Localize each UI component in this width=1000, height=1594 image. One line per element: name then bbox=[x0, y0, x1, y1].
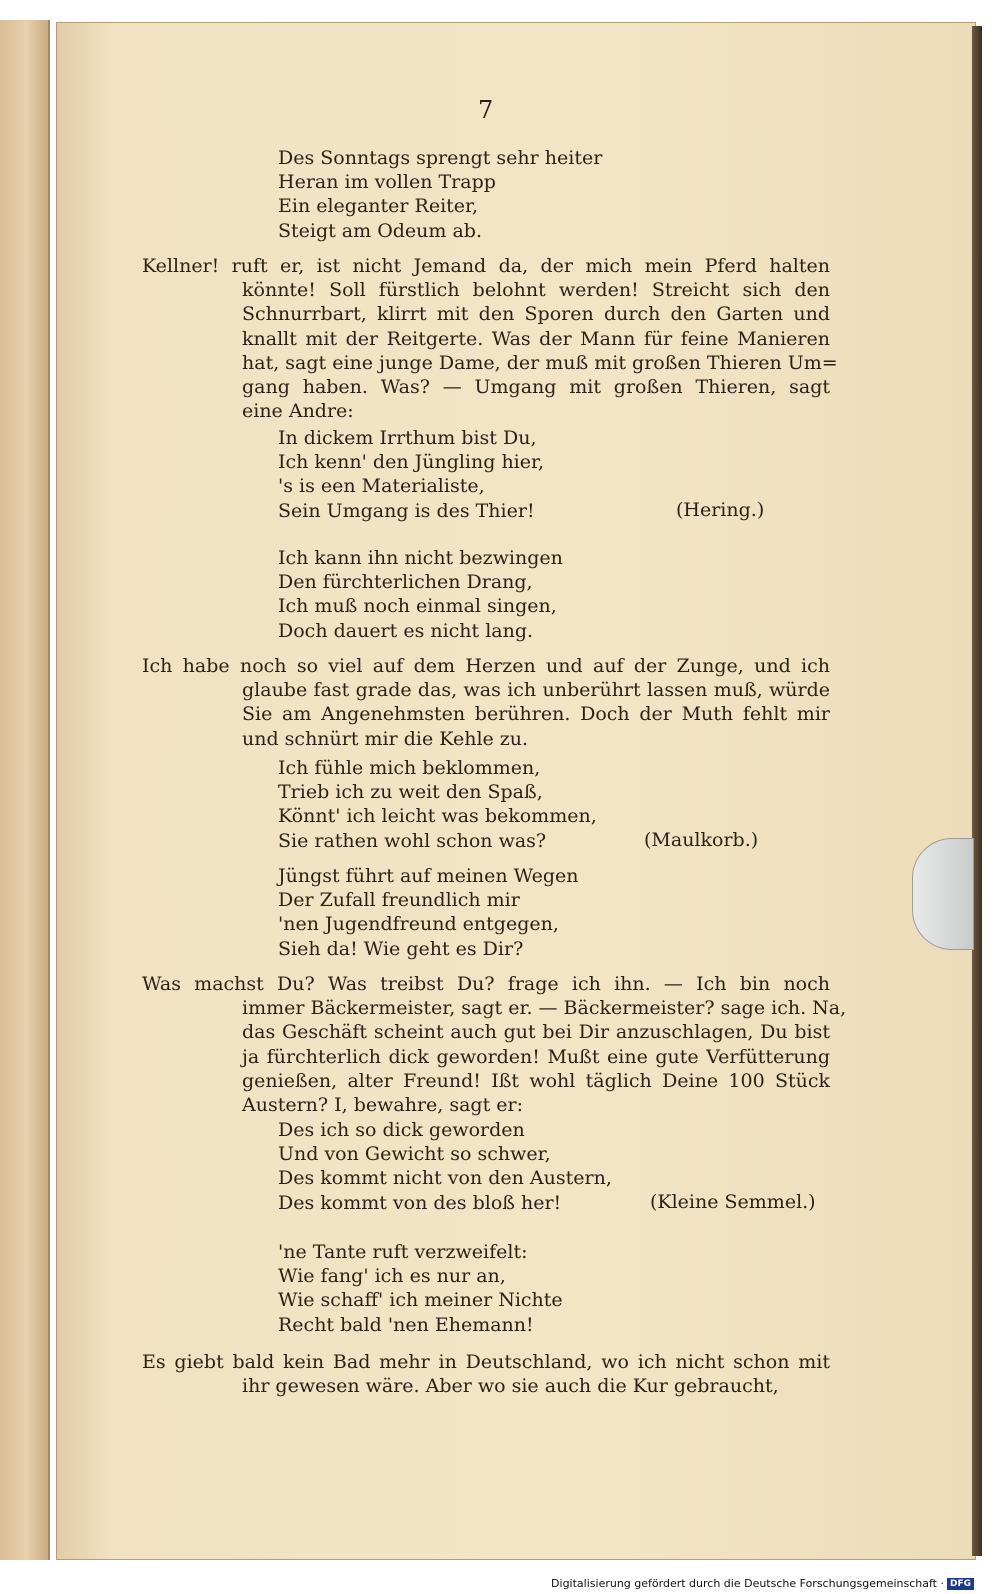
stanza-7 bbox=[278, 1240, 563, 1337]
prose-line: ja fürchterlich dick geworden! Mußt eine gute Verfütterung bbox=[242, 1045, 830, 1068]
verse-line: Jüngst führt auf meinen Wegen bbox=[278, 865, 579, 887]
stanza-2 bbox=[278, 426, 544, 523]
credit-text: Digitalisierung gefördert durch die Deutsche Forschungsgemeinschaft bbox=[551, 1577, 937, 1590]
dfg-logo: DFG bbox=[947, 1578, 974, 1590]
page-number: 7 bbox=[478, 96, 494, 124]
verse-line: Heran im vollen Trapp bbox=[278, 171, 496, 194]
stanza-5 bbox=[278, 864, 579, 961]
riddle-answer-4: (Maulkorb.) bbox=[644, 829, 759, 851]
verse-line: Könnt' ich leicht was bekommen, bbox=[278, 805, 597, 828]
verse-line: Steigt am Odeum ab. bbox=[278, 219, 482, 242]
verse-line: 's is een Materialiste, bbox=[278, 475, 485, 498]
stanza-3 bbox=[278, 546, 563, 643]
prose-line: ihr gewesen wäre. Aber wo sie auch die Kur gebraucht, bbox=[242, 1375, 779, 1398]
prose-line: könnte! Soll fürstlich belohnt werden! Streicht sich den bbox=[242, 279, 830, 302]
verse-line: Sein Umgang is des Thier! bbox=[278, 499, 535, 522]
page-clip bbox=[912, 838, 974, 950]
verse-line: Des Sonntags sprengt sehr heiter bbox=[278, 147, 603, 169]
verse-line: Den fürchterlichen Drang, bbox=[278, 571, 533, 594]
verse-line: 'nen Jugendfreund entgegen, bbox=[278, 913, 559, 936]
prose-line bbox=[142, 254, 830, 278]
verse-line: Trieb ich zu weit den Spaß, bbox=[278, 781, 543, 804]
verse-line: Des kommt nicht von den Austern, bbox=[278, 1167, 612, 1190]
stanza-1 bbox=[278, 146, 602, 243]
digitization-credit: Digitalisierung gefördert durch die Deutsche Forschungsgemeinschaft · DFG bbox=[551, 1577, 974, 1590]
prose-paragraph-4 bbox=[142, 1350, 830, 1398]
prose-line: immer Bäckermeister, sagt er. — Bäckermeister? sage ich. Na, bbox=[242, 997, 847, 1020]
verse-line: Sieh da! Wie geht es Dir? bbox=[278, 937, 524, 960]
verse-line: Des kommt von des bloß her! bbox=[278, 1191, 562, 1214]
verse-line: Ich muß noch einmal singen, bbox=[278, 595, 557, 618]
prose-line: Ich habe noch so viel auf dem Herzen und auf der Zunge, und ich bbox=[142, 655, 830, 677]
stanza-4 bbox=[278, 756, 597, 853]
prose-line: Schnurrbart, klirrt mit den Sporen durch den Garten und bbox=[242, 303, 830, 326]
prose-line: eine Andre: bbox=[242, 400, 354, 423]
verse-line: In dickem Irrthum bist Du, bbox=[278, 427, 537, 449]
prose-line: das Geschäft scheint auch gut bei Dir anzuschlagen, Du bist bbox=[242, 1021, 830, 1044]
verse-line: Wie fang' ich es nur an, bbox=[278, 1265, 506, 1288]
prose-line: und schnürt mir die Kehle zu. bbox=[242, 727, 529, 750]
prose-paragraph-3 bbox=[142, 972, 847, 1117]
prose-paragraph-1 bbox=[142, 254, 838, 423]
verse-line: Recht bald 'nen Ehemann! bbox=[278, 1313, 534, 1336]
prose-line: gang haben. Was? — Umgang mit großen Thieren, sagt bbox=[242, 376, 830, 399]
verse-line: 'ne Tante ruft verzweifelt: bbox=[278, 1241, 528, 1263]
verse-line: Ich fühle mich beklommen, bbox=[278, 757, 541, 779]
verse-line: Ich kann ihn nicht bezwingen bbox=[278, 547, 563, 569]
prose-line: Was machst Du? Was treibst Du? frage ich ihn. — Ich bin noch bbox=[142, 973, 830, 995]
prose-paragraph-2 bbox=[142, 654, 830, 751]
verse-line: Wie schaff' ich meiner Nichte bbox=[278, 1289, 563, 1312]
prose-line: Sie am Angenehmsten berühren. Doch der Muth fehlt mir bbox=[242, 703, 830, 726]
verse-line: Ein eleganter Reiter, bbox=[278, 195, 479, 218]
verse-line: Doch dauert es nicht lang. bbox=[278, 619, 534, 642]
prose-line: Austern? I, bewahre, sagt er: bbox=[242, 1094, 524, 1117]
verse-line: Und von Gewicht so schwer, bbox=[278, 1143, 551, 1166]
prose-line: glaube fast grade das, was ich unberührt lassen muß, würde bbox=[242, 679, 830, 702]
prose-line: genießen, alter Freund! Ißt wohl täglich Deine 100 Stück bbox=[242, 1069, 830, 1092]
prose-line-text: ruft er, ist nicht Jemand da, der mich mein Pferd halten bbox=[231, 255, 830, 277]
verse-line: Der Zufall freundlich mir bbox=[278, 889, 520, 912]
riddle-answer-2: (Hering.) bbox=[676, 499, 765, 521]
verse-line: Sie rathen wohl schon was? bbox=[278, 829, 547, 852]
verse-line: Ich kenn' den Jüngling hier, bbox=[278, 451, 545, 474]
verse-line: Des ich so dick geworden bbox=[278, 1119, 525, 1141]
page-shadow bbox=[972, 26, 982, 1556]
riddle-answer-6: (Kleine Semmel.) bbox=[650, 1191, 816, 1213]
prose-line: knallt mit der Reitgerte. Was der Mann für feine Manieren bbox=[242, 327, 830, 350]
stanza-6 bbox=[278, 1118, 612, 1215]
prose-lead: Kellner! bbox=[142, 255, 220, 277]
facing-page-edge bbox=[0, 20, 50, 1560]
prose-line: hat, sagt eine junge Dame, der muß mit großen Thieren Um= bbox=[242, 351, 838, 374]
prose-line: Es giebt bald kein Bad mehr in Deutschland, wo ich nicht schon mit bbox=[142, 1351, 830, 1373]
